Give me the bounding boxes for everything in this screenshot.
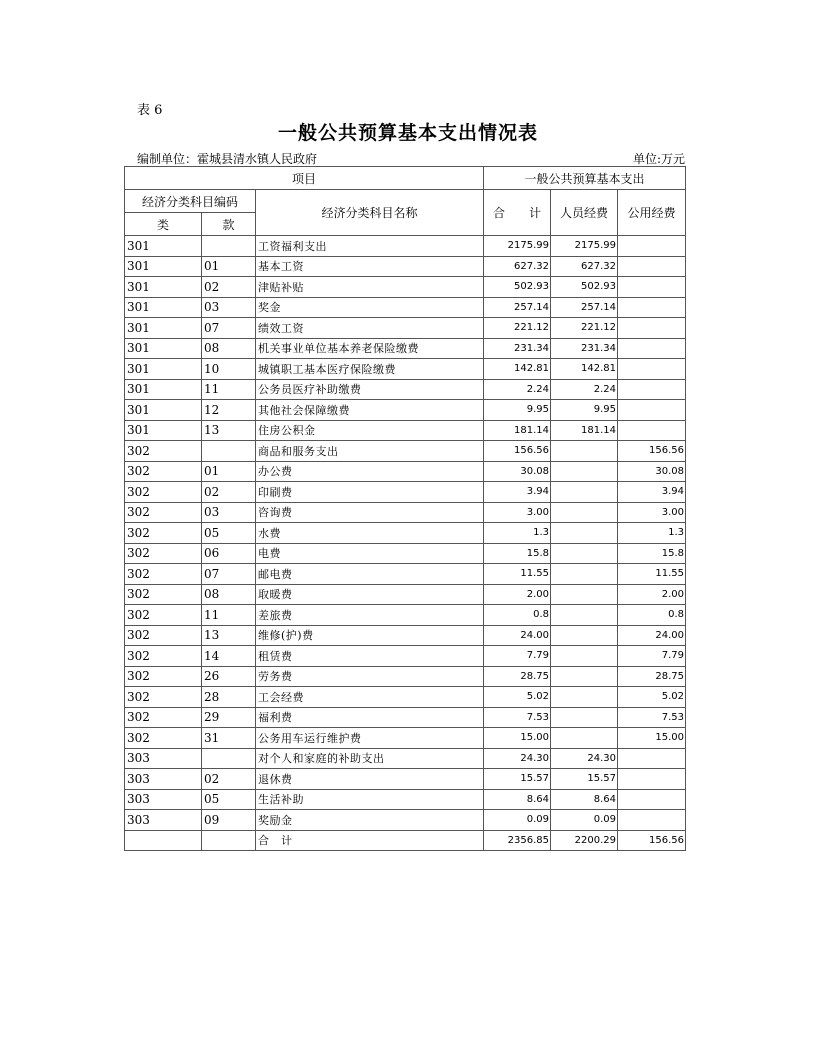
row-total: 181.14 [484,420,551,441]
table-number: 表 6 [137,103,163,118]
table-row [125,687,686,708]
row-kuan: 09 [202,810,256,831]
row-name: 租赁费 [256,646,484,667]
row-total: 257.14 [484,297,551,318]
row-total: 7.79 [484,646,551,667]
row-kuan [202,236,256,257]
table-row [125,707,686,728]
row-personnel [551,461,618,482]
row-personnel [551,523,618,544]
row-total: 15.00 [484,728,551,749]
table-row [125,789,686,810]
table-row [125,584,686,605]
row-public [618,318,686,339]
row-total: 2175.99 [484,236,551,257]
row-public: 3.00 [618,502,686,523]
row-total: 142.81 [484,359,551,380]
row-lei: 302 [125,564,202,585]
row-personnel [551,543,618,564]
row-name: 退休费 [256,769,484,790]
row-kuan: 11 [202,379,256,400]
row-personnel [551,605,618,626]
page-title: 一般公共预算基本支出情况表 [277,122,538,144]
table-row [125,482,686,503]
row-name: 生活补助 [256,789,484,810]
table-row [125,625,686,646]
row-personnel: 2.24 [551,379,618,400]
row-personnel [551,564,618,585]
row-total: 15.8 [484,543,551,564]
header-public: 公用经费 [618,190,686,236]
row-public: 156.56 [618,441,686,462]
row-personnel: 502.93 [551,277,618,298]
row-kuan: 26 [202,666,256,687]
total-public: 156.56 [618,830,686,851]
row-kuan: 08 [202,584,256,605]
row-public: 15.8 [618,543,686,564]
row-personnel: 0.09 [551,810,618,831]
row-lei: 301 [125,277,202,298]
row-total: 11.55 [484,564,551,585]
row-public [618,236,686,257]
row-lei: 302 [125,707,202,728]
row-public [618,256,686,277]
total-personnel: 2200.29 [551,830,618,851]
row-kuan: 12 [202,400,256,421]
compiling-unit: 编制单位：霍城县清水镇人民政府 [137,152,318,166]
row-kuan: 05 [202,789,256,810]
row-lei: 302 [125,441,202,462]
row-name: 公务用车运行维护费 [256,728,484,749]
table-row [125,748,686,769]
row-lei: 301 [125,256,202,277]
row-kuan: 03 [202,297,256,318]
row-public [618,789,686,810]
table-row [125,646,686,667]
table-row [125,564,686,585]
table-row [125,277,686,298]
row-personnel [551,707,618,728]
row-kuan: 29 [202,707,256,728]
row-personnel [551,687,618,708]
row-total: 231.34 [484,338,551,359]
row-name: 其他社会保障缴费 [256,400,484,421]
row-total: 2.24 [484,379,551,400]
row-name: 工资福利支出 [256,236,484,257]
table-row [125,256,686,277]
row-public: 30.08 [618,461,686,482]
row-name: 咨询费 [256,502,484,523]
total-sum: 2356.85 [484,830,551,851]
row-public: 7.53 [618,707,686,728]
row-kuan: 08 [202,338,256,359]
table-row [125,605,686,626]
row-lei: 302 [125,461,202,482]
total-label: 合 计 [256,830,484,851]
row-personnel: 257.14 [551,297,618,318]
expenditure-table [124,166,686,851]
table-row [125,441,686,462]
row-name: 对个人和家庭的补助支出 [256,748,484,769]
row-total: 2.00 [484,584,551,605]
row-personnel: 627.32 [551,256,618,277]
row-public [618,400,686,421]
row-name: 印刷费 [256,482,484,503]
row-lei: 301 [125,318,202,339]
table-row [125,810,686,831]
row-public [618,420,686,441]
row-lei: 302 [125,584,202,605]
row-kuan: 31 [202,728,256,749]
header-personnel: 人员经费 [551,190,618,236]
table-row [125,297,686,318]
row-name: 津贴补贴 [256,277,484,298]
row-name: 取暖费 [256,584,484,605]
row-name: 工会经费 [256,687,484,708]
row-total: 8.64 [484,789,551,810]
table-row [125,769,686,790]
table-row [125,318,686,339]
row-kuan: 13 [202,625,256,646]
row-lei: 301 [125,420,202,441]
row-name: 商品和服务支出 [256,441,484,462]
table-row [125,400,686,421]
row-personnel: 221.12 [551,318,618,339]
row-personnel [551,728,618,749]
row-name: 住房公积金 [256,420,484,441]
row-total: 7.53 [484,707,551,728]
row-lei: 302 [125,482,202,503]
row-kuan: 10 [202,359,256,380]
row-lei: 302 [125,666,202,687]
row-personnel [551,666,618,687]
row-kuan [202,748,256,769]
row-kuan: 13 [202,420,256,441]
row-kuan: 06 [202,543,256,564]
row-total: 502.93 [484,277,551,298]
row-personnel: 24.30 [551,748,618,769]
header-item: 项目 [125,167,484,190]
table-row [125,379,686,400]
row-kuan: 05 [202,523,256,544]
row-total: 24.30 [484,748,551,769]
row-personnel: 231.34 [551,338,618,359]
row-total: 15.57 [484,769,551,790]
row-total: 0.8 [484,605,551,626]
row-public [618,810,686,831]
row-kuan: 02 [202,482,256,503]
row-public: 0.8 [618,605,686,626]
row-lei: 301 [125,236,202,257]
row-total: 9.95 [484,400,551,421]
row-lei: 303 [125,810,202,831]
row-public [618,748,686,769]
row-public: 7.79 [618,646,686,667]
row-lei: 301 [125,297,202,318]
table-row [125,236,686,257]
row-personnel: 9.95 [551,400,618,421]
row-total: 156.56 [484,441,551,462]
row-name: 劳务费 [256,666,484,687]
row-lei: 302 [125,523,202,544]
row-kuan: 03 [202,502,256,523]
row-kuan: 07 [202,318,256,339]
row-personnel: 8.64 [551,789,618,810]
row-personnel [551,441,618,462]
total-row [125,830,686,851]
row-public [618,277,686,298]
row-personnel: 15.57 [551,769,618,790]
row-kuan: 14 [202,646,256,667]
table-row [125,523,686,544]
row-public: 11.55 [618,564,686,585]
row-public [618,769,686,790]
row-public: 2.00 [618,584,686,605]
row-kuan: 01 [202,461,256,482]
row-personnel: 142.81 [551,359,618,380]
row-name: 城镇职工基本医疗保险缴费 [256,359,484,380]
row-name: 电费 [256,543,484,564]
currency-unit: 单位:万元 [632,152,685,166]
row-total: 627.32 [484,256,551,277]
row-lei: 301 [125,400,202,421]
row-name: 机关事业单位基本养老保险缴费 [256,338,484,359]
row-kuan: 01 [202,256,256,277]
header-lei: 类 [125,213,202,236]
row-personnel [551,584,618,605]
row-public [618,359,686,380]
row-name: 办公费 [256,461,484,482]
row-total: 1.3 [484,523,551,544]
table-row [125,420,686,441]
row-lei: 303 [125,748,202,769]
row-lei: 302 [125,687,202,708]
table-row [125,502,686,523]
row-name: 水费 [256,523,484,544]
total-lei [125,830,202,851]
row-public: 3.94 [618,482,686,503]
row-public [618,297,686,318]
row-kuan: 28 [202,687,256,708]
row-lei: 302 [125,502,202,523]
row-total: 5.02 [484,687,551,708]
table-row [125,461,686,482]
row-public: 15.00 [618,728,686,749]
row-total: 28.75 [484,666,551,687]
row-kuan: 07 [202,564,256,585]
header-econ-code: 经济分类科目编码 [125,190,256,213]
row-public: 1.3 [618,523,686,544]
row-personnel [551,502,618,523]
row-lei: 302 [125,728,202,749]
row-lei: 302 [125,543,202,564]
row-name: 基本工资 [256,256,484,277]
row-public: 28.75 [618,666,686,687]
row-name: 维修(护)费 [256,625,484,646]
row-lei: 302 [125,625,202,646]
row-lei: 301 [125,359,202,380]
row-total: 3.00 [484,502,551,523]
row-public [618,338,686,359]
row-lei: 303 [125,769,202,790]
row-total: 24.00 [484,625,551,646]
header-total: 合 计 [484,190,551,236]
row-name: 绩效工资 [256,318,484,339]
row-lei: 302 [125,646,202,667]
row-lei: 303 [125,789,202,810]
row-name: 福利费 [256,707,484,728]
row-total: 3.94 [484,482,551,503]
table-row [125,666,686,687]
total-kuan [202,830,256,851]
row-name: 公务员医疗补助缴费 [256,379,484,400]
row-total: 30.08 [484,461,551,482]
row-kuan: 11 [202,605,256,626]
row-kuan [202,441,256,462]
row-personnel: 181.14 [551,420,618,441]
row-personnel [551,646,618,667]
row-name: 奖金 [256,297,484,318]
row-name: 邮电费 [256,564,484,585]
row-name: 奖励金 [256,810,484,831]
row-lei: 301 [125,338,202,359]
table-row [125,338,686,359]
table-row [125,543,686,564]
row-personnel [551,482,618,503]
header-kuan: 款 [202,213,256,236]
row-total: 221.12 [484,318,551,339]
row-kuan: 02 [202,277,256,298]
row-name: 差旅费 [256,605,484,626]
row-public [618,379,686,400]
table-row [125,728,686,749]
row-public: 5.02 [618,687,686,708]
table-row [125,359,686,380]
row-lei: 302 [125,605,202,626]
row-personnel: 2175.99 [551,236,618,257]
row-kuan: 02 [202,769,256,790]
row-personnel [551,625,618,646]
header-basic-expenditure: 一般公共预算基本支出 [484,167,686,190]
row-public: 24.00 [618,625,686,646]
header-econ-name: 经济分类科目名称 [256,190,484,236]
row-lei: 301 [125,379,202,400]
row-total: 0.09 [484,810,551,831]
